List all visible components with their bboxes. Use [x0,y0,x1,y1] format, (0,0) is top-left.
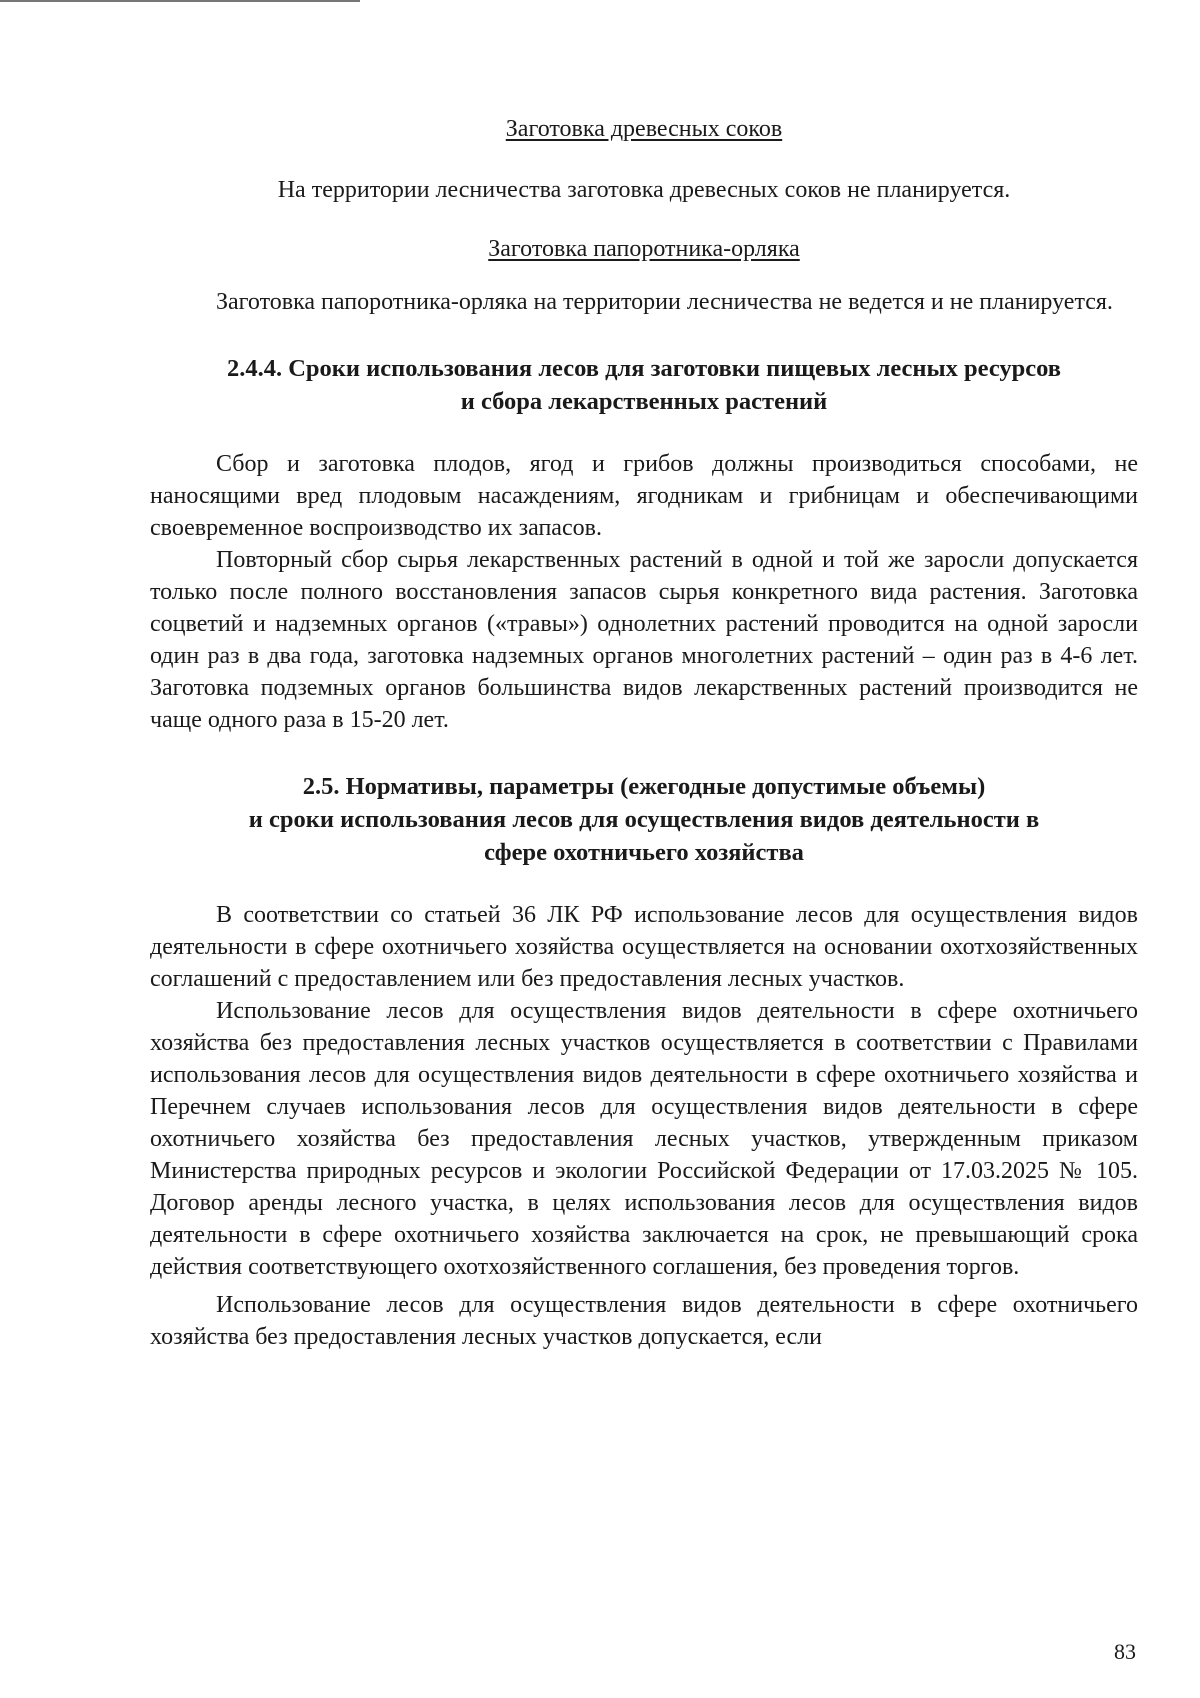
paragraph-hunting-article-36: В соответствии со статьей 36 ЛК РФ использование лесов для осуществления видов деятельности в сфере охотничьего хозяйства осуществляется на основании охотхозяйственных соглашений с предоставлением или без предоставления лесных участков. [150,902,1138,992]
subheading-sap-harvesting: Заготовка древесных соков [505,116,783,142]
section-heading-2-4-4 [150,352,1138,418]
section-heading-2-4-4-line2: и сбора лекарственных растений [460,388,828,415]
document-page [150,0,1138,1353]
paragraph-hunting-allowed: Использование лесов для осуществления видов деятельности в сфере охотничьего хозяйства без предоставления лесных участков допускается, если [150,1292,1138,1350]
section-heading-2-4-4-line1: 2.4.4. Сроки использования лесов для заготовки пищевых лесных ресурсов [226,355,1062,382]
paragraph-medicinal-plants: Повторный сбор сырья лекарственных растений в одной и той же заросли допускается только после полного восстановления запасов сырья конкретного вида растения. Заготовка соцветий и надземных органов («травы») однолетних растений проводится на одной заросли один раз в два года, заготовка надземных органов многолетних растений – один раз в 4-6 лет. Заготовка подземных органов большинства видов лекарственных растений производится не чаще одного раза в 15-20 лет. [150,547,1138,733]
paragraph-sap-harvesting: На территории лесничества заготовка древесных соков не планируется. [277,177,1011,203]
section-heading-2-5-line2: и сроки использования лесов для осуществления видов деятельности в [248,806,1040,833]
section-heading-2-5-line1: 2.5. Нормативы, параметры (ежегодные допустимые объемы) [302,773,986,800]
paragraph-hunting-rules: Использование лесов для осуществления видов деятельности в сфере охотничьего хозяйства без предоставления лесных участков осуществляется в соответствии с Правилами использования лесов для осуществления видов деятельности в сфере охотничьего хозяйства и Перечнем случаев использования лесов для осуществления видов деятельности в сфере охотничьего хозяйства без предоставления лесных участков, утвержденным приказом Министерства природных ресурсов и экологии Российской Федерации от 17.03.2025 № 105. Договор аренды лесного участка, в целях использования лесов для осуществления видов деятельности в сфере охотничьего хозяйства заключается на срок, не превышающий срока действия соответствующего охотхозяйственного соглашения, без проведения торгов. [150,998,1138,1280]
section-heading-2-5-line3: сфере охотничьего хозяйства [484,839,804,866]
subheading-fern-harvesting: Заготовка папоротника-орляка [488,236,800,262]
page-number: 83 [1114,1639,1136,1664]
section-heading-2-5 [150,770,1138,869]
paragraph-fern-harvesting: Заготовка папоротника-орляка на территории лесничества не ведется и не планируется. [216,289,1113,315]
paragraph-fruit-collection: Сбор и заготовка плодов, ягод и грибов должны производиться способами, не наносящими вред плодовым насаждениям, ягодникам и грибницам и обеспечивающими своевременное воспроизводство их запасов. [150,451,1138,541]
